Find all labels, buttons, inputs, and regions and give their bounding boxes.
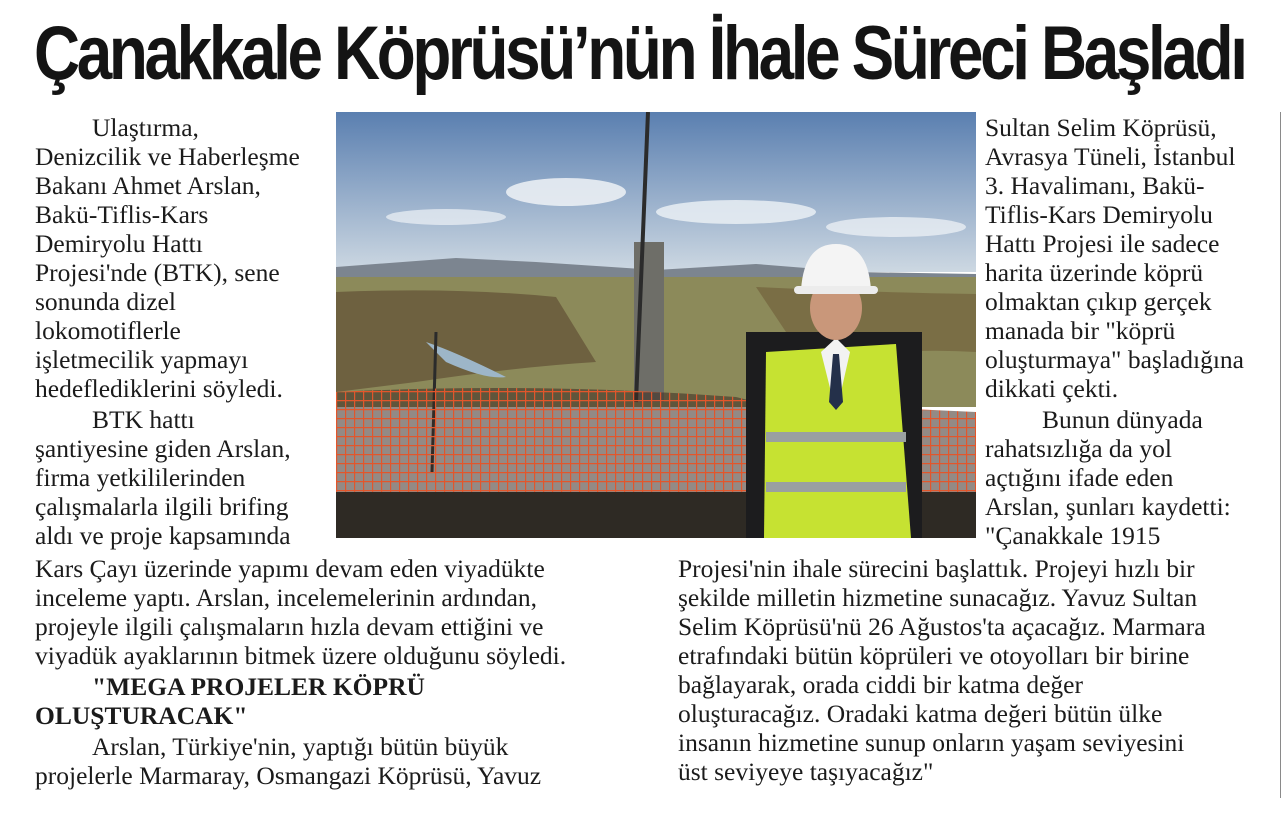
body-line: Bunun dünyada	[1042, 405, 1203, 434]
body-line: bağlayarak, orada ciddi bir katma değer	[678, 670, 1083, 699]
body-line: Kars Çayı üzerinde yapımı devam eden viyadükte	[35, 554, 545, 583]
body-line: Arslan, Türkiye'nin, yaptığı bütün büyük	[92, 732, 509, 761]
body-line: üst seviyeye taşıyacağız"	[678, 757, 934, 786]
body-line: viyadük ayaklarının bitmek üzere olduğunu söyledi.	[35, 641, 567, 670]
body-line: şekilde milletin hizmetine sunacağız. Yavuz Sultan	[678, 583, 1198, 612]
body-line: Selim Köprüsü'nü 26 Ağustos'ta açacağız. Marmara	[678, 612, 1206, 641]
body-line: etrafındaki bütün köprüleri ve otoyolları bir birine	[678, 641, 1190, 670]
body-line: Demiryolu Hattı	[35, 229, 203, 258]
body-line: harita üzerinde köprü	[985, 258, 1204, 287]
body-line: sonunda dizel	[35, 287, 176, 316]
subheading: "MEGA PROJELER KÖPRÜ	[92, 672, 425, 701]
body-line: Bakanı Ahmet Arslan,	[35, 171, 261, 200]
body-line: Avrasya Tüneli, İstanbul	[985, 142, 1236, 171]
body-line: lokomotiflerle	[35, 316, 181, 345]
body-line: Bakü-Tiflis-Kars	[35, 200, 209, 229]
photo-frame	[336, 112, 976, 538]
column-divider	[1280, 112, 1281, 798]
body-line: 3. Havalimanı, Bakü-	[985, 171, 1205, 200]
body-line: "Çanakkale 1915	[985, 521, 1161, 550]
body-line: rahatsızlığa da yol	[985, 434, 1172, 463]
body-line: BTK hattı	[92, 405, 195, 434]
body-line: projelerle Marmaray, Osmangazi Köprüsü, Yavuz	[35, 761, 542, 790]
body-line: oluşturacağız. Oradaki katma değeri bütün ülke	[678, 699, 1163, 728]
construction-site-photo	[336, 112, 976, 538]
body-line: aldı ve proje kapsamında	[35, 521, 291, 550]
body-line: Hattı Projesi ile sadece	[985, 229, 1220, 258]
body-line: Ulaştırma,	[92, 113, 199, 142]
body-line: Denizcilik ve Haberleşme	[35, 142, 300, 171]
body-line: insanın hizmetine sunup onların yaşam seviyesini	[678, 728, 1185, 757]
body-line: işletmecilik yapmayı	[35, 345, 249, 374]
body-line: oluşturmaya" başladığına	[985, 345, 1244, 374]
body-line: firma yetkililerinden	[35, 463, 246, 492]
body-line: Tiflis-Kars Demiryolu	[985, 200, 1213, 229]
body-line: Arslan, şunları kaydetti:	[985, 492, 1231, 521]
headline: Çanakkale Köprüsü’nün İhale Süreci Başladı	[34, 11, 1245, 96]
body-line: çalışmalarla ilgili brifing	[35, 492, 289, 521]
body-line: projeyle ilgili çalışmaların hızla devam ettiğini ve	[35, 612, 544, 641]
body-line: Projesi'nde (BTK), sene	[35, 258, 280, 287]
body-line: şantiyesine giden Arslan,	[35, 434, 291, 463]
body-line: Sultan Selim Köprüsü,	[985, 113, 1217, 142]
body-line: manada bir "köprü	[985, 316, 1176, 345]
body-line: hedeflediklerini söyledi.	[35, 374, 283, 403]
body-line: olmaktan çıkıp gerçek	[985, 287, 1212, 316]
subheading: OLUŞTURACAK"	[35, 701, 248, 730]
body-line: Projesi'nin ihale sürecini başlattık. Projeyi hızlı bir	[678, 554, 1195, 583]
body-line: inceleme yaptı. Arslan, incelemelerinin ardından,	[35, 583, 538, 612]
body-line: dikkati çekti.	[985, 374, 1119, 403]
body-line: açtığını ifade eden	[985, 463, 1174, 492]
